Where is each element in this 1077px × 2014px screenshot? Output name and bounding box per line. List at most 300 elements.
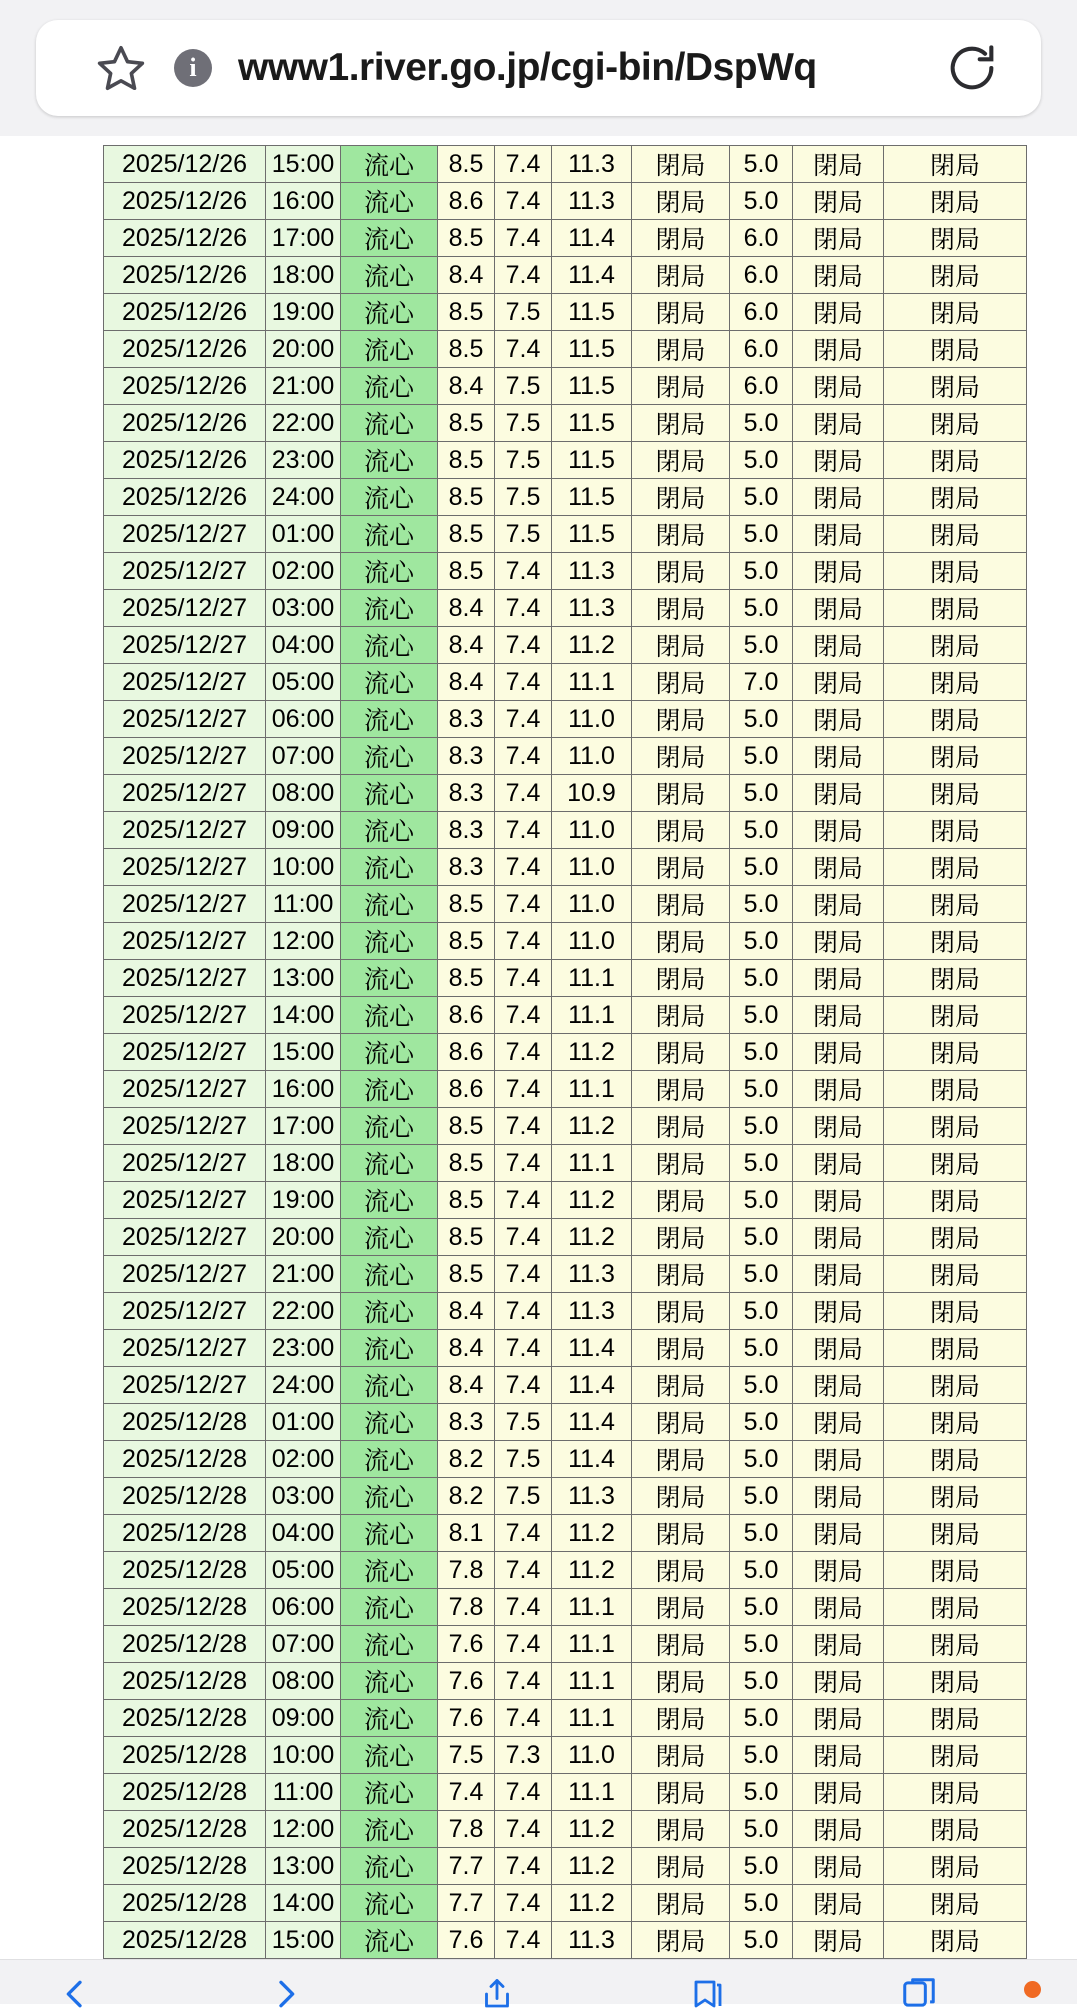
- cell-v5: 5.0: [730, 1589, 793, 1626]
- table-row: [104, 405, 1027, 442]
- cell-v5: 5.0: [730, 146, 793, 183]
- cell-v3: 11.5: [552, 479, 632, 516]
- cell-time: 01:00: [266, 516, 341, 553]
- forward-icon[interactable]: [263, 1974, 309, 2012]
- table-row: [104, 1330, 1027, 1367]
- cell-v5: 6.0: [730, 294, 793, 331]
- cell-date: 2025/12/26: [104, 479, 266, 516]
- cell-v6: 閉局: [793, 1182, 884, 1219]
- table-row: [104, 1145, 1027, 1182]
- cell-v1: 8.5: [438, 516, 495, 553]
- cell-v7: 閉局: [884, 1478, 1027, 1515]
- table-row: [104, 1515, 1027, 1552]
- cell-v4: 閉局: [632, 1811, 730, 1848]
- cell-v2: 7.4: [495, 1774, 552, 1811]
- cell-date: 2025/12/27: [104, 1145, 266, 1182]
- cell-v2: 7.4: [495, 1589, 552, 1626]
- cell-v2: 7.4: [495, 849, 552, 886]
- cell-v1: 7.8: [438, 1811, 495, 1848]
- cell-v6: 閉局: [793, 257, 884, 294]
- cell-v7: 閉局: [884, 1663, 1027, 1700]
- cell-v4: 閉局: [632, 331, 730, 368]
- cell-v1: 7.6: [438, 1922, 495, 1959]
- cell-date: 2025/12/27: [104, 1071, 266, 1108]
- cell-v2: 7.4: [495, 1367, 552, 1404]
- cell-v2: 7.4: [495, 257, 552, 294]
- cell-v3: 11.4: [552, 1330, 632, 1367]
- cell-v4: 閉局: [632, 1404, 730, 1441]
- cell-v7: 閉局: [884, 701, 1027, 738]
- cell-v1: 8.3: [438, 701, 495, 738]
- cell-v6: 閉局: [793, 1293, 884, 1330]
- cell-v2: 7.3: [495, 1737, 552, 1774]
- cell-time: 19:00: [266, 294, 341, 331]
- cell-state: 流心: [341, 220, 438, 257]
- cell-v7: 閉局: [884, 1515, 1027, 1552]
- cell-state: 流心: [341, 960, 438, 997]
- cell-v3: 11.2: [552, 1552, 632, 1589]
- cell-v4: 閉局: [632, 1367, 730, 1404]
- cell-v6: 閉局: [793, 1848, 884, 1885]
- cell-date: 2025/12/27: [104, 812, 266, 849]
- table-row: [104, 1071, 1027, 1108]
- cell-v5: 5.0: [730, 627, 793, 664]
- cell-v1: 8.5: [438, 1145, 495, 1182]
- cell-date: 2025/12/26: [104, 146, 266, 183]
- cell-v4: 閉局: [632, 701, 730, 738]
- cell-v1: 8.5: [438, 220, 495, 257]
- cell-v2: 7.4: [495, 701, 552, 738]
- cell-v6: 閉局: [793, 775, 884, 812]
- back-icon[interactable]: [52, 1974, 98, 2012]
- cell-v3: 11.0: [552, 701, 632, 738]
- cell-v5: 6.0: [730, 257, 793, 294]
- cell-v2: 7.4: [495, 627, 552, 664]
- cell-v7: 閉局: [884, 553, 1027, 590]
- cell-v5: 5.0: [730, 1737, 793, 1774]
- observation-table: [103, 145, 1027, 1996]
- cell-v2: 7.4: [495, 1626, 552, 1663]
- cell-v7: 閉局: [884, 1774, 1027, 1811]
- cell-v1: 8.5: [438, 479, 495, 516]
- cell-v2: 7.4: [495, 183, 552, 220]
- url-text[interactable]: www1.river.go.jp/cgi-bin/DspWq: [238, 46, 817, 89]
- cell-v3: 11.0: [552, 849, 632, 886]
- cell-v6: 閉局: [793, 886, 884, 923]
- cell-state: 流心: [341, 1219, 438, 1256]
- cell-state: 流心: [341, 664, 438, 701]
- cell-date: 2025/12/28: [104, 1441, 266, 1478]
- cell-v5: 5.0: [730, 775, 793, 812]
- cell-v3: 11.0: [552, 886, 632, 923]
- cell-state: 流心: [341, 1478, 438, 1515]
- cell-v3: 11.5: [552, 405, 632, 442]
- cell-v4: 閉局: [632, 1552, 730, 1589]
- cell-v7: 閉局: [884, 1552, 1027, 1589]
- cell-v4: 閉局: [632, 516, 730, 553]
- cell-v5: 5.0: [730, 553, 793, 590]
- cell-v2: 7.4: [495, 1663, 552, 1700]
- cell-v5: 5.0: [730, 1145, 793, 1182]
- cell-v3: 11.2: [552, 627, 632, 664]
- cell-v6: 閉局: [793, 960, 884, 997]
- cell-v2: 7.4: [495, 1034, 552, 1071]
- cell-date: 2025/12/26: [104, 183, 266, 220]
- cell-v6: 閉局: [793, 1626, 884, 1663]
- cell-v5: 5.0: [730, 1552, 793, 1589]
- cell-v4: 閉局: [632, 553, 730, 590]
- cell-v7: 閉局: [884, 1589, 1027, 1626]
- cell-v4: 閉局: [632, 886, 730, 923]
- cell-v3: 11.3: [552, 1293, 632, 1330]
- cell-state: 流心: [341, 553, 438, 590]
- cell-v3: 11.3: [552, 553, 632, 590]
- cell-v6: 閉局: [793, 1589, 884, 1626]
- cell-time: 15:00: [266, 1922, 341, 1959]
- cell-v3: 11.4: [552, 1404, 632, 1441]
- cell-v1: 8.6: [438, 1034, 495, 1071]
- cell-v5: 5.0: [730, 1441, 793, 1478]
- cell-v3: 11.3: [552, 1922, 632, 1959]
- cell-v3: 11.1: [552, 1071, 632, 1108]
- cell-v5: 5.0: [730, 1922, 793, 1959]
- table-row: [104, 294, 1027, 331]
- cell-time: 01:00: [266, 1404, 341, 1441]
- cell-v3: 11.4: [552, 1367, 632, 1404]
- cell-v2: 7.4: [495, 1293, 552, 1330]
- cell-date: 2025/12/26: [104, 368, 266, 405]
- cell-v2: 7.4: [495, 590, 552, 627]
- cell-v6: 閉局: [793, 553, 884, 590]
- cell-time: 09:00: [266, 1700, 341, 1737]
- cell-v4: 閉局: [632, 1145, 730, 1182]
- cell-v1: 8.5: [438, 923, 495, 960]
- cell-time: 18:00: [266, 257, 341, 294]
- cell-v7: 閉局: [884, 516, 1027, 553]
- cell-v7: 閉局: [884, 1885, 1027, 1922]
- cell-v6: 閉局: [793, 146, 884, 183]
- cell-time: 21:00: [266, 368, 341, 405]
- cell-v5: 5.0: [730, 1478, 793, 1515]
- cell-date: 2025/12/26: [104, 405, 266, 442]
- table-row: [104, 923, 1027, 960]
- table-row: [104, 1663, 1027, 1700]
- cell-v7: 閉局: [884, 1737, 1027, 1774]
- cell-v1: 8.4: [438, 1293, 495, 1330]
- cell-state: 流心: [341, 1700, 438, 1737]
- cell-v2: 7.4: [495, 886, 552, 923]
- cell-time: 06:00: [266, 1589, 341, 1626]
- star-icon[interactable]: [94, 41, 148, 95]
- cell-v2: 7.4: [495, 1811, 552, 1848]
- cell-v2: 7.4: [495, 1256, 552, 1293]
- cell-v4: 閉局: [632, 1108, 730, 1145]
- browser-toolbar: [0, 0, 1077, 136]
- cell-date: 2025/12/27: [104, 1367, 266, 1404]
- cell-v7: 閉局: [884, 1330, 1027, 1367]
- cell-v1: 8.5: [438, 1108, 495, 1145]
- cell-v2: 7.4: [495, 553, 552, 590]
- cell-time: 02:00: [266, 1441, 341, 1478]
- cell-time: 19:00: [266, 1182, 341, 1219]
- cell-v4: 閉局: [632, 923, 730, 960]
- cell-v3: 10.9: [552, 775, 632, 812]
- cell-v7: 閉局: [884, 257, 1027, 294]
- cell-v6: 閉局: [793, 479, 884, 516]
- browser-bottom-bar: [0, 1959, 1077, 2004]
- cell-v6: 閉局: [793, 1367, 884, 1404]
- cell-v1: 8.3: [438, 812, 495, 849]
- cell-time: 20:00: [266, 1219, 341, 1256]
- cell-v7: 閉局: [884, 775, 1027, 812]
- cell-v3: 11.0: [552, 923, 632, 960]
- cell-time: 18:00: [266, 1145, 341, 1182]
- cell-v3: 11.1: [552, 1626, 632, 1663]
- cell-v4: 閉局: [632, 1034, 730, 1071]
- table-row: [104, 775, 1027, 812]
- table-row: [104, 1182, 1027, 1219]
- cell-time: 14:00: [266, 1885, 341, 1922]
- table-row: [104, 1404, 1027, 1441]
- share-icon[interactable]: [474, 1974, 520, 2012]
- cell-v6: 閉局: [793, 1219, 884, 1256]
- cell-date: 2025/12/28: [104, 1885, 266, 1922]
- cell-date: 2025/12/27: [104, 960, 266, 997]
- cell-v3: 11.5: [552, 331, 632, 368]
- cell-v1: 8.5: [438, 1182, 495, 1219]
- observation-table-wrapper: [103, 145, 1027, 1996]
- cell-v7: 閉局: [884, 1848, 1027, 1885]
- cell-v1: 8.5: [438, 405, 495, 442]
- cell-v5: 5.0: [730, 590, 793, 627]
- cell-v4: 閉局: [632, 1293, 730, 1330]
- cell-v3: 11.0: [552, 738, 632, 775]
- cell-time: 09:00: [266, 812, 341, 849]
- cell-date: 2025/12/26: [104, 257, 266, 294]
- cell-v3: 11.0: [552, 1737, 632, 1774]
- cell-v1: 8.3: [438, 1404, 495, 1441]
- cell-time: 04:00: [266, 1515, 341, 1552]
- cell-v2: 7.4: [495, 923, 552, 960]
- table-row: [104, 1441, 1027, 1478]
- cell-v6: 閉局: [793, 405, 884, 442]
- reload-icon[interactable]: [943, 39, 1001, 97]
- cell-v2: 7.4: [495, 960, 552, 997]
- cell-v4: 閉局: [632, 1441, 730, 1478]
- table-row: [104, 516, 1027, 553]
- cell-v7: 閉局: [884, 1108, 1027, 1145]
- cell-state: 流心: [341, 331, 438, 368]
- cell-time: 12:00: [266, 923, 341, 960]
- cell-state: 流心: [341, 1552, 438, 1589]
- cell-v4: 閉局: [632, 775, 730, 812]
- cell-v6: 閉局: [793, 1737, 884, 1774]
- cell-state: 流心: [341, 1293, 438, 1330]
- cell-v3: 11.3: [552, 590, 632, 627]
- cell-state: 流心: [341, 368, 438, 405]
- cell-date: 2025/12/27: [104, 1256, 266, 1293]
- cell-state: 流心: [341, 1811, 438, 1848]
- cell-v3: 11.1: [552, 1589, 632, 1626]
- cell-time: 17:00: [266, 1108, 341, 1145]
- info-icon[interactable]: i: [174, 49, 212, 87]
- cell-v4: 閉局: [632, 442, 730, 479]
- table-row: [104, 664, 1027, 701]
- cell-v7: 閉局: [884, 1404, 1027, 1441]
- address-bar[interactable]: [36, 20, 1041, 116]
- cell-v6: 閉局: [793, 1774, 884, 1811]
- cell-v3: 11.5: [552, 294, 632, 331]
- table-row: [104, 960, 1027, 997]
- table-row: [104, 479, 1027, 516]
- cell-v3: 11.2: [552, 1219, 632, 1256]
- cell-v6: 閉局: [793, 183, 884, 220]
- cell-v6: 閉局: [793, 849, 884, 886]
- cell-v1: 8.3: [438, 849, 495, 886]
- cell-v5: 5.0: [730, 1256, 793, 1293]
- cell-v5: 5.0: [730, 997, 793, 1034]
- cell-v1: 8.4: [438, 1330, 495, 1367]
- cell-v5: 5.0: [730, 479, 793, 516]
- cell-v4: 閉局: [632, 849, 730, 886]
- cell-v7: 閉局: [884, 405, 1027, 442]
- cell-v3: 11.2: [552, 1108, 632, 1145]
- cell-date: 2025/12/27: [104, 1182, 266, 1219]
- cell-v7: 閉局: [884, 1071, 1027, 1108]
- cell-v7: 閉局: [884, 627, 1027, 664]
- table-row: [104, 331, 1027, 368]
- cell-date: 2025/12/27: [104, 738, 266, 775]
- cell-v2: 7.5: [495, 405, 552, 442]
- cell-time: 07:00: [266, 738, 341, 775]
- cell-state: 流心: [341, 516, 438, 553]
- cell-time: 04:00: [266, 627, 341, 664]
- cell-time: 14:00: [266, 997, 341, 1034]
- cell-v1: 8.5: [438, 886, 495, 923]
- cell-v5: 5.0: [730, 1330, 793, 1367]
- cell-date: 2025/12/27: [104, 553, 266, 590]
- cell-v4: 閉局: [632, 1219, 730, 1256]
- cell-time: 23:00: [266, 1330, 341, 1367]
- cell-v5: 5.0: [730, 1071, 793, 1108]
- cell-time: 15:00: [266, 146, 341, 183]
- cell-time: 06:00: [266, 701, 341, 738]
- cell-v1: 7.6: [438, 1700, 495, 1737]
- cell-state: 流心: [341, 1626, 438, 1663]
- cell-v1: 8.5: [438, 146, 495, 183]
- cell-v5: 5.0: [730, 1034, 793, 1071]
- cell-v7: 閉局: [884, 1182, 1027, 1219]
- cell-v1: 8.2: [438, 1478, 495, 1515]
- cell-v3: 11.4: [552, 220, 632, 257]
- cell-v1: 7.4: [438, 1774, 495, 1811]
- cell-v1: 7.8: [438, 1552, 495, 1589]
- cell-v5: 5.0: [730, 183, 793, 220]
- cell-v2: 7.4: [495, 997, 552, 1034]
- cell-v2: 7.5: [495, 1478, 552, 1515]
- table-row: [104, 701, 1027, 738]
- cell-date: 2025/12/26: [104, 442, 266, 479]
- table-row: [104, 1848, 1027, 1885]
- cell-v5: 5.0: [730, 849, 793, 886]
- cell-v3: 11.2: [552, 1515, 632, 1552]
- cell-v1: 8.5: [438, 294, 495, 331]
- cell-state: 流心: [341, 1441, 438, 1478]
- cell-v2: 7.4: [495, 1885, 552, 1922]
- cell-v7: 閉局: [884, 664, 1027, 701]
- cell-v5: 5.0: [730, 738, 793, 775]
- cell-v6: 閉局: [793, 294, 884, 331]
- cell-time: 20:00: [266, 331, 341, 368]
- cell-v5: 6.0: [730, 331, 793, 368]
- cell-v6: 閉局: [793, 442, 884, 479]
- cell-state: 流心: [341, 1145, 438, 1182]
- cell-time: 24:00: [266, 479, 341, 516]
- cell-time: 10:00: [266, 849, 341, 886]
- cell-v3: 11.4: [552, 1441, 632, 1478]
- cell-v6: 閉局: [793, 627, 884, 664]
- cell-v6: 閉局: [793, 1811, 884, 1848]
- cell-v3: 11.3: [552, 146, 632, 183]
- table-row: [104, 183, 1027, 220]
- table-row: [104, 442, 1027, 479]
- cell-v2: 7.5: [495, 1441, 552, 1478]
- cell-date: 2025/12/27: [104, 1108, 266, 1145]
- cell-v6: 閉局: [793, 997, 884, 1034]
- cell-state: 流心: [341, 405, 438, 442]
- cell-v2: 7.5: [495, 368, 552, 405]
- cell-v7: 閉局: [884, 146, 1027, 183]
- table-row: [104, 257, 1027, 294]
- cell-time: 07:00: [266, 1626, 341, 1663]
- cell-v6: 閉局: [793, 1478, 884, 1515]
- cell-date: 2025/12/27: [104, 775, 266, 812]
- cell-v4: 閉局: [632, 1626, 730, 1663]
- cell-time: 13:00: [266, 960, 341, 997]
- table-row: [104, 1108, 1027, 1145]
- bookmarks-icon[interactable]: [685, 1974, 731, 2012]
- cell-v3: 11.1: [552, 1145, 632, 1182]
- cell-v5: 6.0: [730, 220, 793, 257]
- cell-v1: 8.5: [438, 442, 495, 479]
- cell-state: 流心: [341, 294, 438, 331]
- cell-v2: 7.4: [495, 664, 552, 701]
- cell-v4: 閉局: [632, 1478, 730, 1515]
- cell-state: 流心: [341, 812, 438, 849]
- cell-date: 2025/12/27: [104, 923, 266, 960]
- cell-v1: 8.5: [438, 331, 495, 368]
- cell-v2: 7.4: [495, 1700, 552, 1737]
- cell-v4: 閉局: [632, 1663, 730, 1700]
- cell-v6: 閉局: [793, 664, 884, 701]
- cell-date: 2025/12/27: [104, 1330, 266, 1367]
- cell-v7: 閉局: [884, 886, 1027, 923]
- table-row: [104, 627, 1027, 664]
- cell-v1: 8.5: [438, 960, 495, 997]
- cell-date: 2025/12/26: [104, 220, 266, 257]
- tabs-icon[interactable]: [896, 1974, 942, 2012]
- table-row: [104, 1552, 1027, 1589]
- cell-v1: 7.7: [438, 1885, 495, 1922]
- cell-v3: 11.3: [552, 1478, 632, 1515]
- cell-time: 12:00: [266, 1811, 341, 1848]
- cell-v6: 閉局: [793, 368, 884, 405]
- recording-indicator: [1024, 1981, 1041, 1998]
- cell-v5: 5.0: [730, 1885, 793, 1922]
- cell-v7: 閉局: [884, 738, 1027, 775]
- cell-date: 2025/12/28: [104, 1663, 266, 1700]
- cell-v2: 7.4: [495, 1330, 552, 1367]
